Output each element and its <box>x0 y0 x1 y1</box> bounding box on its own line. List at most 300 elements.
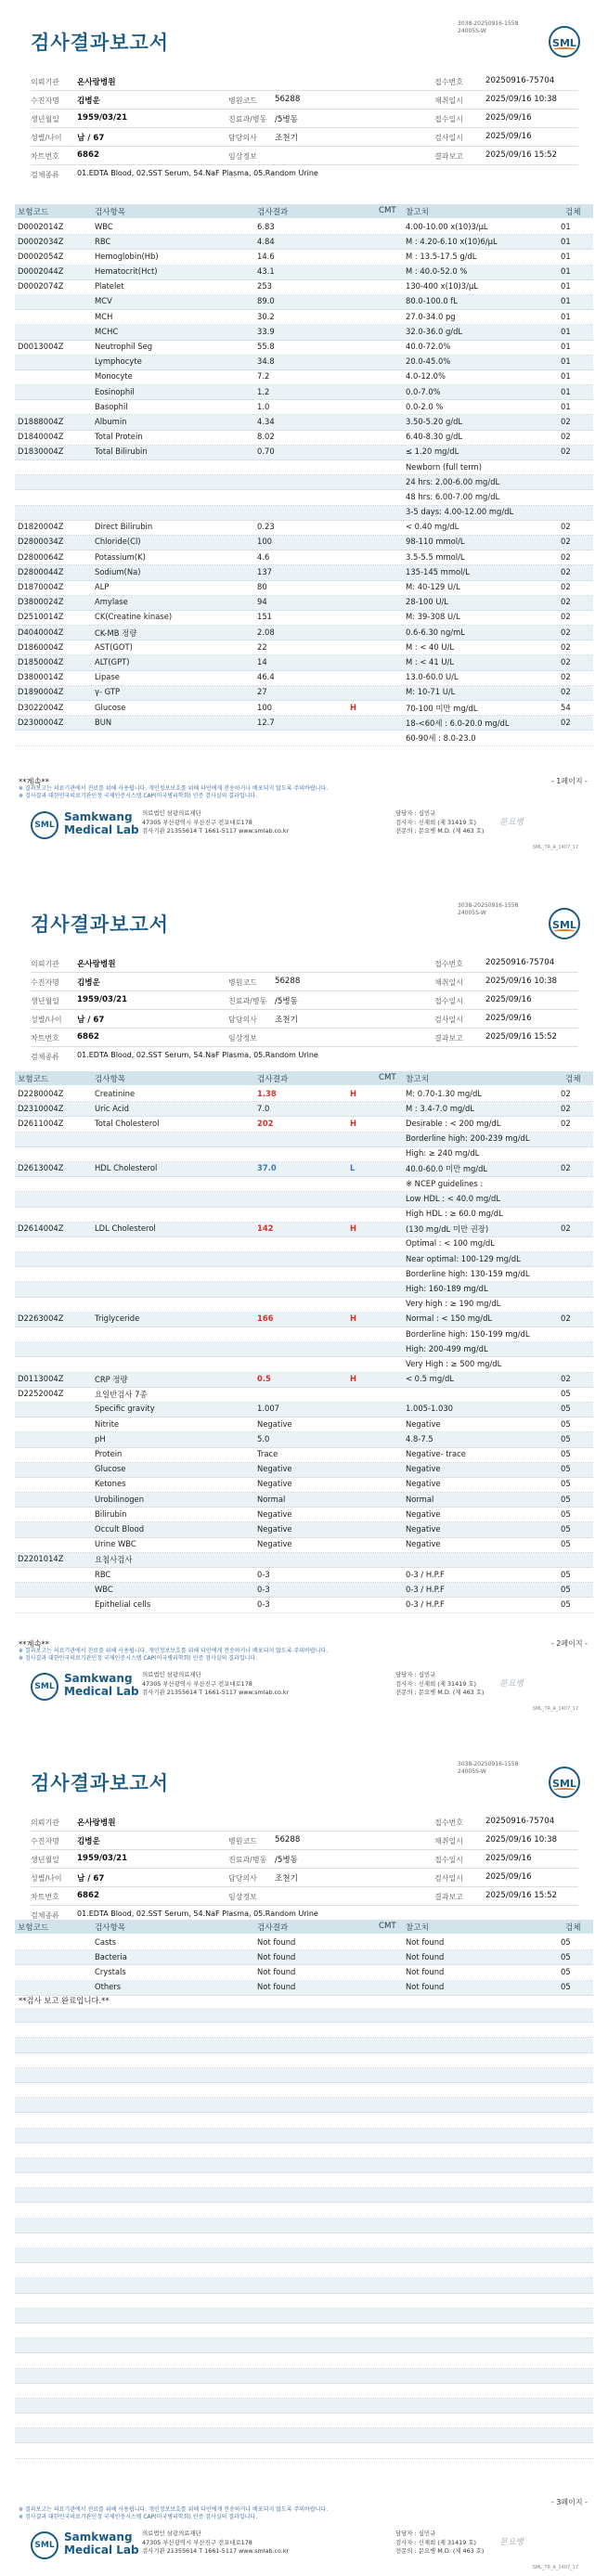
reference-range: High: 160-189 mg/dL <box>406 1283 488 1293</box>
specimen-code: 01 <box>561 296 571 306</box>
table-row <box>15 1357 593 1372</box>
table-row <box>15 1177 593 1192</box>
lab-address: 의료법인 삼광의료재단 47305 부산광역시 부산진구 전포대로178 검사기관 21355614 T 1661-5117 www.smlab.co.kr <box>142 1671 290 1696</box>
specimen-code: 02 <box>561 1088 571 1098</box>
specimen-code: 02 <box>561 656 571 667</box>
table-row <box>15 1568 593 1583</box>
test-result: 4.6 <box>257 551 270 562</box>
specimen-code: 02 <box>561 641 571 652</box>
table-row <box>15 1192 593 1207</box>
table-row <box>15 1538 593 1553</box>
test-result: 100 <box>257 702 272 712</box>
test-result: 37.0 <box>257 1163 277 1173</box>
table-row <box>15 1463 593 1478</box>
specimen-code: 02 <box>561 1374 571 1384</box>
report-title: 검사결과보고서 <box>31 913 170 936</box>
test-name: pH <box>95 1433 106 1443</box>
report-notice: ※ 결과보고는 의료기관에서 진료를 위해 사용됩니다. 개인정보보호를 위해 타인에게 전송하거나 배포되지 않도록 주의바랍니다. ※ 검사결과 대한민국의료기관인정 국제인증시스템 CAP(미국병리학회) 인증 검사실의 결과입니다. <box>19 1648 329 1662</box>
test-result: 27 <box>257 687 267 697</box>
specimen-code: 05 <box>561 1508 571 1519</box>
test-code: D3800024Z <box>18 597 64 607</box>
test-result: 1.007 <box>257 1404 279 1414</box>
table-row <box>15 310 593 325</box>
test-code: D1870004Z <box>18 582 64 591</box>
specimen-code: 02 <box>561 1163 571 1173</box>
empty-row <box>15 2428 593 2443</box>
table-row <box>15 280 593 295</box>
specimen-code: 05 <box>561 1569 571 1579</box>
empty-row <box>15 2203 593 2218</box>
table-row <box>15 1522 593 1537</box>
reference-range: Very high : ≥ 190 mg/dL <box>406 1299 501 1309</box>
empty-row <box>15 2129 593 2143</box>
empty-row <box>15 2369 593 2384</box>
test-result: Normal <box>257 1494 286 1504</box>
test-result: Trace <box>257 1449 278 1458</box>
empty-row <box>15 2083 593 2098</box>
reference-range: (130 mg/dL 미만 권장) <box>406 1224 489 1235</box>
specimen-code: 02 <box>561 597 571 607</box>
table-row <box>15 1935 593 1950</box>
specimen-code: 05 <box>561 1539 571 1549</box>
table-row <box>15 1117 593 1132</box>
test-result: Negative <box>257 1523 292 1534</box>
report-code: 3038-20250916-1558 24005S-W <box>458 1761 519 1775</box>
table-row <box>15 1553 593 1568</box>
test-name: Casts <box>95 1936 116 1947</box>
empty-row <box>15 2414 593 2428</box>
table-row <box>15 1598 593 1612</box>
test-code: D2300004Z <box>18 717 64 727</box>
table-row <box>15 1403 593 1417</box>
result-flag: H <box>350 702 357 712</box>
reference-range: M: 0.70-1.30 mg/dL <box>406 1088 482 1098</box>
table-row <box>15 431 593 446</box>
specimen-code: 02 <box>561 566 571 576</box>
reference-range: 135-145 mmol/L <box>406 566 470 576</box>
lab-footer <box>31 2528 578 2570</box>
test-result: 33.9 <box>257 326 275 336</box>
table-row <box>15 415 593 430</box>
sml-logo: SML <box>31 811 58 839</box>
table-row <box>15 1432 593 1447</box>
reference-range: 4.00-10.00 x(10)3/μL <box>406 221 488 231</box>
test-result: 94 <box>257 597 267 607</box>
test-name: Sodium(Na) <box>95 566 141 576</box>
reference-range: Not found <box>406 1966 445 1976</box>
test-result: Not found <box>257 1966 296 1976</box>
test-result: Negative <box>257 1479 292 1489</box>
reference-range: < 0.40 mg/dL <box>406 522 459 532</box>
specimen-code: 02 <box>561 1314 571 1324</box>
test-result: 30.2 <box>257 311 275 321</box>
table-row <box>15 1327 593 1342</box>
test-result: 253 <box>257 281 272 291</box>
test-result: 80 <box>257 582 267 591</box>
empty-row <box>15 2384 593 2399</box>
test-name: Hemoglobin(Hb) <box>95 251 159 261</box>
test-name: WBC <box>95 1584 113 1594</box>
table-row <box>15 1282 593 1297</box>
reference-range: 0.0-2.0 % <box>406 401 444 411</box>
table-row <box>15 550 593 565</box>
specimen-code: 05 <box>561 1936 571 1947</box>
reference-range: Borderline high: 200-239 mg/dL <box>406 1133 530 1144</box>
report-page-3 <box>0 1741 608 2576</box>
test-result: 1.38 <box>257 1088 277 1098</box>
reference-range: Negative <box>406 1523 441 1534</box>
table-row <box>15 1162 593 1177</box>
table-row <box>15 1478 593 1493</box>
reference-range: 98-110 mmol/L <box>406 537 465 547</box>
test-result: 7.0 <box>257 1103 270 1113</box>
table-row <box>15 671 593 686</box>
reference-range: 1.005-1.030 <box>406 1404 453 1414</box>
test-name: Lymphocyte <box>95 356 142 367</box>
test-result: 0.23 <box>257 522 275 532</box>
empty-row <box>15 2158 593 2173</box>
table-row <box>15 1252 593 1267</box>
reference-range: ≤ 1.20 mg/dL <box>406 447 459 457</box>
test-name: Potassium(K) <box>95 551 146 562</box>
reference-range: 18-<60세 : 6.0-20.0 mg/dL <box>406 718 510 728</box>
report-notice: ※ 결과보고는 의료기관에서 진료를 위해 사용됩니다. 개인정보보호를 위해 타인에게 전송하거나 배포되지 않도록 주의바랍니다. ※ 검사결과 대한민국의료기관인정 국제인증시스템 CAP(미국병리학회) 인증 검사실의 결과입니다. <box>19 2506 329 2520</box>
test-result: 7.2 <box>257 371 270 382</box>
form-version: SML_TR_A_1407_17 <box>532 845 578 850</box>
reference-range: Not found <box>406 1951 445 1961</box>
signature-image: 문요병 <box>499 1679 524 1689</box>
specimen-code: 02 <box>561 537 571 547</box>
table-row <box>15 1448 593 1463</box>
specimen-code: 05 <box>561 1966 571 1976</box>
test-name: CRP 정량 <box>95 1375 128 1385</box>
test-result: 0.5 <box>257 1374 271 1384</box>
test-name: BUN <box>95 717 112 727</box>
reference-range: M : 3.4-7.0 mg/dL <box>406 1103 474 1113</box>
test-result: 142 <box>257 1223 274 1234</box>
report-page-1 <box>0 0 608 877</box>
test-name: Protein <box>95 1449 123 1458</box>
empty-row <box>15 2098 593 2113</box>
test-result: 1.0 <box>257 401 270 411</box>
table-row <box>15 1342 593 1357</box>
lab-signers: 담당자 : 심민규 검사자 : 신재희 (제 31419 호) 전문의 : 문요병 M.D. (제 463 호) <box>395 809 485 835</box>
page-number: - 2페이지 - <box>550 1639 588 1648</box>
reference-range: Normal : < 150 mg/dL <box>406 1314 493 1324</box>
empty-row <box>15 2023 593 2038</box>
test-result: 0.70 <box>257 447 275 457</box>
test-name: WBC <box>95 221 113 231</box>
specimen-code: 01 <box>561 251 571 261</box>
test-name: MCH <box>95 311 113 321</box>
sml-logo: SML <box>31 1673 58 1701</box>
reference-range: 20.0-45.0% <box>406 356 451 367</box>
empty-row <box>15 2188 593 2203</box>
test-code: D1888004Z <box>18 416 64 426</box>
test-code: D1830004Z <box>18 447 64 457</box>
reference-range: 0-3 / H.P.F <box>406 1584 445 1594</box>
empty-row <box>15 2053 593 2068</box>
result-flag: H <box>350 1223 357 1234</box>
sml-logo: SML <box>549 908 580 939</box>
empty-row <box>15 2399 593 2414</box>
test-result: 14.6 <box>257 251 275 261</box>
reference-range: Borderline high: 150-199 mg/dL <box>406 1328 530 1339</box>
report-title: 검사결과보고서 <box>31 32 170 54</box>
test-result: 0-3 <box>257 1569 270 1579</box>
test-name: AST(GOT) <box>95 641 133 652</box>
empty-row <box>15 2008 593 2023</box>
table-row <box>15 265 593 280</box>
specimen-code: 02 <box>561 672 571 682</box>
test-code: D1820004Z <box>18 522 64 532</box>
specimen-code: 02 <box>561 447 571 457</box>
table-row <box>15 1508 593 1522</box>
table-row <box>15 701 593 716</box>
test-name: ALP <box>95 582 110 591</box>
reference-range: Negative <box>406 1418 441 1429</box>
empty-row <box>15 2263 593 2278</box>
test-result: Not found <box>257 1936 296 1947</box>
test-result: 202 <box>257 1118 274 1128</box>
specimen-code: 02 <box>561 687 571 697</box>
specimen-code: 05 <box>561 1584 571 1594</box>
page-number: - 1페이지 - <box>550 777 588 785</box>
table-row <box>15 235 593 250</box>
result-flag: H <box>350 1088 357 1098</box>
test-result: 4.84 <box>257 236 275 246</box>
empty-row <box>15 2294 593 2309</box>
test-result: 34.8 <box>257 356 275 367</box>
specimen-code: 05 <box>561 1599 571 1609</box>
test-name: ALT(GPT) <box>95 656 130 667</box>
test-name: Total Protein <box>95 432 143 442</box>
test-name: γ- GTP <box>95 687 120 697</box>
lab-footer <box>31 808 578 850</box>
test-code: D1840004Z <box>18 432 64 442</box>
specimen-code: 01 <box>561 386 571 396</box>
table-row <box>15 626 593 641</box>
reference-range: M: 10-71 U/L <box>406 687 456 697</box>
report-code: 3038-20250916-1558 24005S-W <box>458 902 519 916</box>
test-name: RBC <box>95 1569 111 1579</box>
specimen-code: 05 <box>561 1464 571 1474</box>
reference-range: M : < 41 U/L <box>406 656 454 667</box>
specimen-code: 01 <box>561 401 571 411</box>
test-result: 4.34 <box>257 416 275 426</box>
report-page-2 <box>0 882 608 1736</box>
page-number: - 3페이지 - <box>550 2498 588 2506</box>
empty-row <box>15 2233 593 2248</box>
specimen-code: 02 <box>561 612 571 622</box>
test-name: Eosinophil <box>95 386 135 396</box>
test-name: CK(Creatine kinase) <box>95 612 173 622</box>
specimen-code: 05 <box>561 1523 571 1534</box>
reference-range: 3.50-5.20 g/dL <box>406 416 463 426</box>
test-code: D4040004Z <box>18 627 64 637</box>
reference-range: 3.5-5.5 mmol/L <box>406 551 465 562</box>
specimen-code: 02 <box>561 627 571 637</box>
table-row <box>15 581 593 596</box>
table-row <box>15 1313 593 1327</box>
table-row <box>15 370 593 385</box>
reference-range: 3-5 days: 4.00-12.00 mg/dL <box>406 507 514 517</box>
table-row <box>15 1373 593 1388</box>
table-row <box>15 1981 593 1996</box>
reference-range: 80.0-100.0 fL <box>406 296 458 306</box>
reference-range: 48 hrs: 6.00-7.00 mg/dL <box>406 491 500 501</box>
reference-range: Normal <box>406 1494 434 1504</box>
test-name: 요일반검사 7종 <box>95 1390 148 1400</box>
specimen-code: 02 <box>561 522 571 532</box>
test-name: Chloride(Cl) <box>95 537 141 547</box>
table-row <box>15 536 593 550</box>
result-flag: L <box>350 1163 356 1173</box>
table-row <box>15 1950 593 1965</box>
empty-row <box>15 2038 593 2052</box>
test-code: D2252004Z <box>18 1389 64 1399</box>
lab-address: 의료법인 삼광의료재단 47305 부산광역시 부산진구 전포대로178 검사기관 21355614 T 1661-5117 www.smlab.co.kr <box>142 2530 290 2555</box>
reference-range: M : 40.0-52.0 % <box>406 266 468 277</box>
specimen-code: 01 <box>561 236 571 246</box>
reference-range: < 0.5 mg/dL <box>406 1374 454 1384</box>
test-result: 55.8 <box>257 342 275 351</box>
results-table-header: 보험코드 검사항목 검사결과 CMT 참고치 검체 <box>15 1920 593 1934</box>
reference-range: ※ NCEP guidelines : <box>406 1178 484 1188</box>
specimen-code: 05 <box>561 1433 571 1443</box>
reference-range: Newborn (full term) <box>406 461 482 472</box>
lab-name: Samkwang Medical Lab <box>64 1672 139 1698</box>
empty-row <box>15 2113 593 2128</box>
empty-row <box>15 2219 593 2233</box>
empty-row <box>15 2353 593 2368</box>
reference-range: Negative <box>406 1539 441 1549</box>
table-row <box>15 655 593 670</box>
test-code: D2614004Z <box>18 1223 64 1234</box>
reference-range: High HDL : ≥ 60.0 mg/dL <box>406 1209 503 1218</box>
reference-range: Desirable : < 200 mg/dL <box>406 1118 501 1128</box>
test-result: Negative <box>257 1418 292 1429</box>
table-row <box>15 686 593 701</box>
results-table-header: 보험코드 검사항목 검사결과 CMT 참고치 검체 <box>15 204 593 218</box>
test-name: MCHC <box>95 326 119 336</box>
sml-logo: SML <box>549 1767 580 1798</box>
test-result: Not found <box>257 1982 296 1992</box>
reference-range: 40.0-60.0 미만 mg/dL <box>406 1164 488 1174</box>
results-table-page-2 <box>15 1087 593 1613</box>
test-code: D0002074Z <box>18 281 64 291</box>
specimen-code: 05 <box>561 1494 571 1504</box>
test-code: D2800034Z <box>18 537 64 547</box>
test-name: Glucose <box>95 702 126 712</box>
test-code: D2263004Z <box>18 1314 64 1324</box>
specimen-code: 01 <box>561 266 571 277</box>
table-row <box>15 1267 593 1282</box>
reference-range: M : 4.20-6.10 x(10)6/μL <box>406 236 498 246</box>
reference-range: M: 39-308 U/L <box>406 612 460 622</box>
test-name: Bilirubin <box>95 1508 127 1519</box>
reference-range: 0.6-6.30 ng/mL <box>406 627 465 637</box>
specimen-code: 05 <box>561 1418 571 1429</box>
test-name: Urine WBC <box>95 1539 136 1549</box>
specimen-code: 02 <box>561 551 571 562</box>
test-name: MCV <box>95 296 112 306</box>
specimen-code: 01 <box>561 356 571 367</box>
test-code: D2201014Z <box>18 1554 64 1564</box>
test-code: D2800044Z <box>18 566 64 576</box>
reference-range: Near optimal: 100-129 mg/dL <box>406 1253 521 1263</box>
table-row <box>15 446 593 460</box>
empty-row <box>15 2324 593 2338</box>
table-row <box>15 1208 593 1223</box>
table-row <box>15 731 593 745</box>
specimen-code: 02 <box>561 432 571 442</box>
table-row <box>15 220 593 235</box>
test-name: Neutrophil Seg <box>95 342 153 351</box>
specimen-code: 01 <box>561 311 571 321</box>
test-code: D0002014Z <box>18 221 64 231</box>
test-name: Amylase <box>95 597 128 607</box>
table-row <box>15 521 593 536</box>
test-code: D1850004Z <box>18 656 64 667</box>
test-result: 0-3 <box>257 1599 270 1609</box>
results-table-page-1 <box>15 220 593 746</box>
specimen-code: 01 <box>561 326 571 336</box>
table-row <box>15 1133 593 1147</box>
test-name: Ketones <box>95 1479 126 1489</box>
test-result: 100 <box>257 537 272 547</box>
test-result: Negative <box>257 1539 292 1549</box>
test-name: Occult Blood <box>95 1523 145 1534</box>
test-name: Monocyte <box>95 371 133 382</box>
empty-row <box>15 2338 593 2353</box>
specimen-code: 05 <box>561 1951 571 1961</box>
table-row <box>15 475 593 490</box>
test-result: Not found <box>257 1951 296 1961</box>
specimen-code: 02 <box>561 1118 571 1128</box>
test-code: D1890004Z <box>18 687 64 697</box>
reference-range: 4.0-12.0% <box>406 371 446 382</box>
reference-range: M : < 40 U/L <box>406 641 454 652</box>
test-code: D1860004Z <box>18 641 64 652</box>
test-name: Hematocrit(Hct) <box>95 266 158 277</box>
test-result: 89.0 <box>257 296 275 306</box>
table-row <box>15 250 593 265</box>
specimen-code: 05 <box>561 1479 571 1489</box>
lab-address: 의료법인 삼광의료재단 47305 부산광역시 부산진구 전포대로178 검사기관 21355614 T 1661-5117 www.smlab.co.kr <box>142 809 290 835</box>
test-result: 46.4 <box>257 672 275 682</box>
result-flag: H <box>350 1118 357 1128</box>
patient-header: 의뢰기관 온사랑병원 접수번호 20250916-75704 수진자명 김병운 병원코드 56288 채취일시 2025/09/16 10:38 생년월일 1959/03/21 진료과/병동 /5병동 접수일시 2025/09/16 성별/나이 남 / 67 담당의사 조천기 검사일시 2025/09/16 차트번호 6862 임상정보 결과보고 2025/09/16 15:52 검체종류 01.EDTA Blood, 02.SST Serum, 54.NaF Plasma, 05.Random Urine <box>31 72 578 183</box>
table-row <box>15 1147 593 1162</box>
lab-name: Samkwang Medical Lab <box>64 2531 139 2557</box>
reference-range: 32.0-36.0 g/dL <box>406 326 463 336</box>
reference-range: M : 13.5-17.5 g/dL <box>406 251 477 261</box>
signature-image: 문요병 <box>499 818 524 827</box>
test-result: Negative <box>257 1508 292 1519</box>
sml-logo: SML <box>549 26 580 58</box>
test-name: Basophil <box>95 401 128 411</box>
result-flag: H <box>350 1314 357 1324</box>
test-code: D2310004Z <box>18 1103 64 1113</box>
specimen-code: 02 <box>561 1103 571 1113</box>
table-row <box>15 1298 593 1313</box>
table-row <box>15 1417 593 1432</box>
test-name: Nitrite <box>95 1418 120 1429</box>
test-code: D0002054Z <box>18 251 64 261</box>
test-name: LDL Cholesterol <box>95 1223 156 1234</box>
test-result: 1.2 <box>257 386 270 396</box>
